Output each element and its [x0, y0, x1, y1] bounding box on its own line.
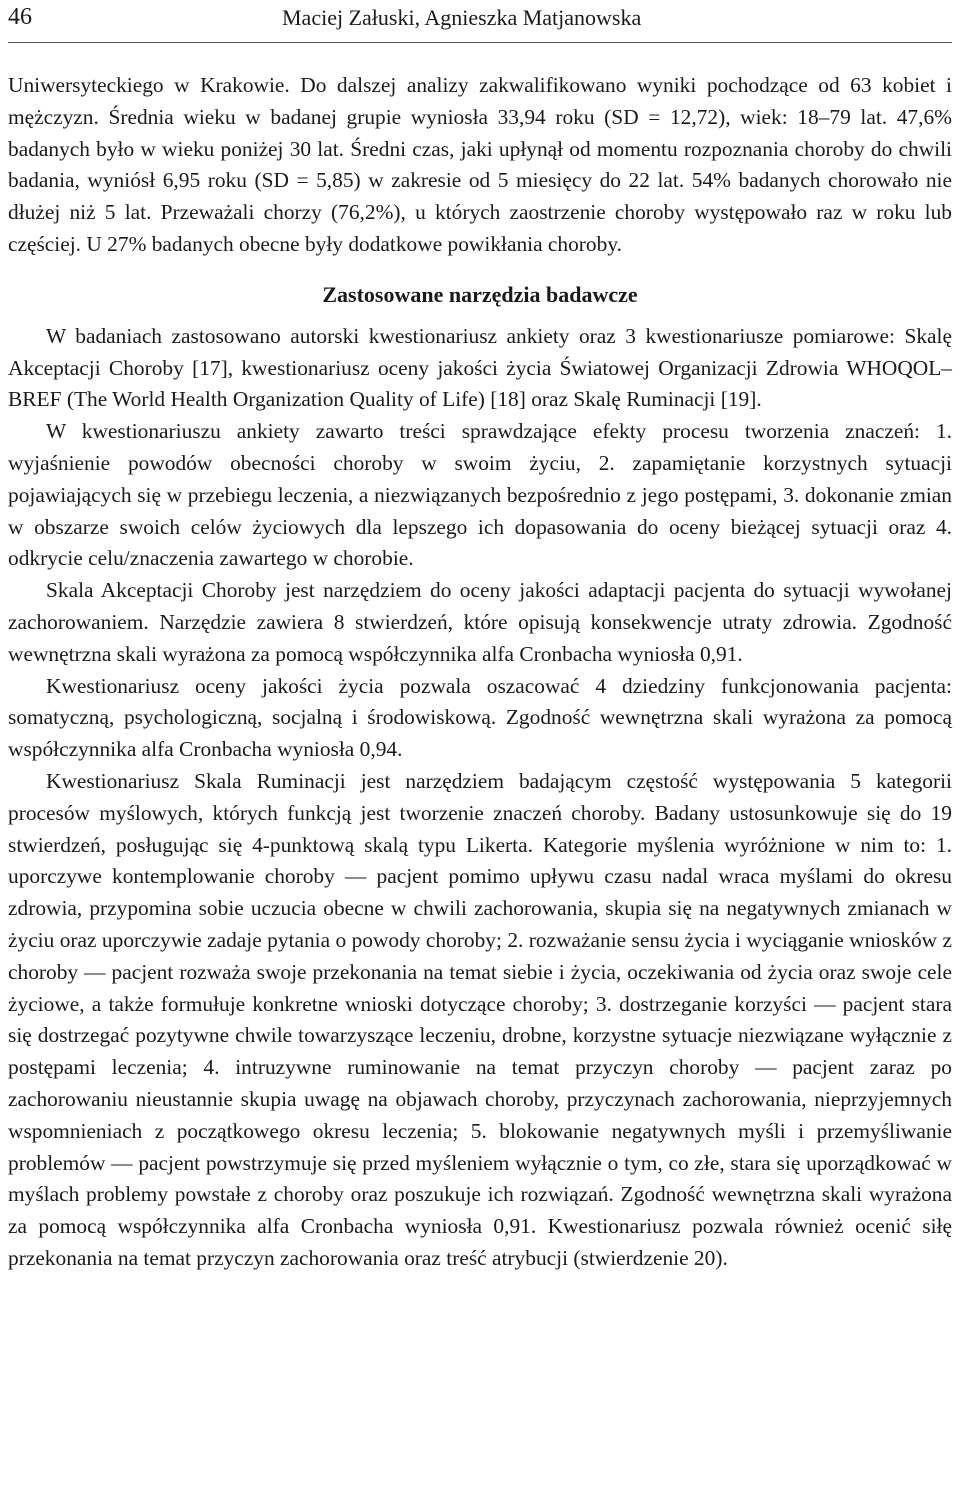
- section-heading: Zastosowane narzędzia badawcze: [322, 281, 638, 307]
- paragraph-rumination-scale: Kwestionariusz Skala Ruminacji jest narzędziem badającym częstość występowania 5 kategorii procesów myślowych, których funkcją jest tworzenie znaczeń choroby. Badany ustosunkowuje się do 19 stwierdzeń, posługując się 4-punktową skalą typu Likerta. Kategorie myślenia wyróżnione w nim to: 1. uporczywe kontemplowanie choroby — pacjent pomimo upływu czasu nadal wraca myślami do okresu zdrowia, przypomina sobie uczucia obecne w chwili zachorowania, skupia się na negatywnych zmianach w życiu oraz uporczywie zadaje pytania o powody choroby; 2. rozważanie sensu życia i wyciąganie wniosków z choroby — pacjent rozważa swoje przekonania na temat siebie i życia, oczekiwania od życia oraz swoje cele życiowe, a także formułuje konkretne wnioski dotyczące choroby; 3. dostrzeganie korzyści — pacjent stara się dostrzegać pozytywne chwile towarzyszące leczeniu, drobne, korzystne sytuacje niezwiązane wyłącznie z postępami leczenia; 4. intruzywne ruminowanie na temat przyczyn choroby — pacjent zaraz po zachorowaniu nieustannie skupia uwagę na objawach choroby, przyczynach zachorowania, nieprzyjemnych wspomnieniach z początkowego okresu leczenia; 5. blokowanie negatywnych myśli i przemyśliwanie problemów — pacjent powstrzymuje się przed myśleniem wyłącznie o tym, co złe, stara się uporządkować w myślach problemy powstałe z choroby oraz poszukuje ich rozwiązań. Zgodność wewnętrzna skali wyrażona za pomocą współczynnika alfa Cronbacha wyniosła 0,91. Kwestionariusz pozwala również ocenić siłę przekonania na temat przyczyn zachorowania oraz treść atrybucji (stwierdzenie 20).: [8, 768, 952, 1270]
- page-header: [8, 0, 952, 43]
- paragraph-quality-of-life: Kwestionariusz oceny jakości życia pozwala oszacować 4 dziedziny funkcjonowania pacjenta: somatyczną, psychologiczną, socjalną i środowiskową. Zgodność wewnętrzna skali wyrażona za pomocą współczynnika alfa Cronbacha wyniosła 0,94.: [8, 673, 952, 762]
- page-number: 46: [8, 4, 32, 30]
- paragraph-acceptance-scale: Skala Akceptacji Choroby jest narzędziem do oceny jakości adaptacji pacjenta do sytuacji wywołanej zachorowaniem. Narzędzie zawiera 8 stwierdzeń, które opisują konsekwencje utraty zdrowia. Zgodność wewnętrzna skali wyrażona za pomocą współczynnika alfa Cronbacha wyniosła 0,91.: [8, 578, 952, 666]
- paragraph-participants: Uniwersyteckiego w Krakowie. Do dalszej analizy zakwalifikowano wyniki pochodzące od 63 kobiet i mężczyzn. Średnia wieku w badanej grupie wyniosła 33,94 roku (SD = 12,72), wiek: 18–79 lat. 47,6% badanych było w wieku poniżej 30 lat. Średni czas, jaki upłynął od momentu rozpoznania choroby do chwili badania, wyniósł 6,95 roku (SD = 5,85) w zakresie od 5 miesięcy do 22 lat. 54% badanych chorowało nie dłużej niż 5 lat. Przeważali chorzy (76,2%), u których zaostrzenie choroby występowało raz w roku lub częściej. U 27% badanych obecne były dodatkowe powikłania choroby.: [8, 73, 952, 256]
- paragraph-survey-content: W kwestionariuszu ankiety zawarto treści sprawdzające efekty procesu tworzenia znaczeń: 1. wyjaśnienie powodów obecności choroby w swoim życiu, 2. zapamiętanie korzystnych sytuacji pojawiających się w przebiegu leczenia, a niezwiązanych bezpośrednio z jego postępami, 3. dokonanie zmian w obszarze swoich celów życiowych dla lepszego ich dopasowania do oceny bieżącej sytuacji oraz 4. odkrycie celu/znaczenia zawartego w chorobie.: [8, 419, 952, 571]
- paragraph-instruments-overview: W badaniach zastosowano autorski kwestionariusz ankiety oraz 3 kwestionariusze pomiarowe: Skalę Akceptacji Choroby [17], kwestionariusz oceny jakości życia Światowej Organizacji Zdrowia WHOQOL–BREF (The World Health Organization Quality of Life) [18] oraz Skalę Ruminacji [19].: [8, 323, 952, 412]
- running-head-authors: Maciej Załuski, Agnieszka Matjanowska: [282, 5, 642, 30]
- page-body: [8, 70, 952, 1275]
